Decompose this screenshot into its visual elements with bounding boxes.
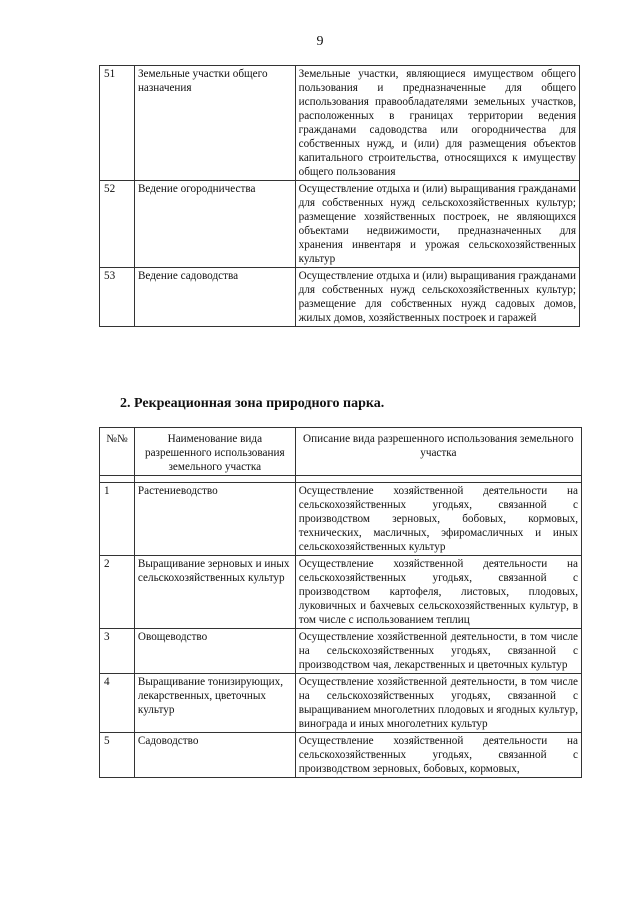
row-name: Выращивание тонизирующих, лекарственных, цветочных культур	[134, 674, 295, 733]
header-num: №№	[100, 428, 135, 476]
table-row	[100, 181, 580, 268]
row-description: Осуществление отдыха и (или) выращивания гражданами для собственных нужд сельскохозяйственных культур; размещение для собственных нужд садовых домов, жилых домов, хозяйственных построек и гаражей	[295, 268, 579, 327]
table-row	[100, 268, 580, 327]
row-description: Осуществление хозяйственной деятельности, в том числе на сельскохозяйственных угодьях, связанной с производством чая, лекарственных и цветочных культур	[295, 629, 581, 674]
table-row	[100, 483, 582, 556]
row-name: Садоводство	[134, 733, 295, 778]
row-number: 4	[100, 674, 135, 733]
row-name: Растениеводство	[134, 483, 295, 556]
land-use-table-1	[99, 65, 580, 327]
row-name: Выращивание зерновых и иных сельскохозяйственных культур	[134, 556, 295, 629]
row-description: Осуществление хозяйственной деятельности на сельскохозяйственных угодьях, связанной с производством зерновых, бобовых, кормовых,	[295, 733, 581, 778]
table-row	[100, 733, 582, 778]
row-number: 2	[100, 556, 135, 629]
table-row	[100, 66, 580, 181]
table-row	[100, 674, 582, 733]
table-header-row	[100, 428, 582, 476]
row-description: Осуществление отдыха и (или) выращивания гражданами для собственных нужд сельскохозяйственных культур; размещение хозяйственных построек, не являющихся объектами недвижимости, предназначенных для хранения инвентаря и урожая сельскохозяйственных культур	[295, 181, 579, 268]
table-spacer-row	[100, 476, 582, 483]
row-name: Ведение огородничества	[134, 181, 295, 268]
table-row	[100, 556, 582, 629]
row-description: Осуществление хозяйственной деятельности на сельскохозяйственных угодьях, связанной с производством картофеля, листовых, плодовых, луковичных и бахчевых сельскохозяйственных культур, в том числе с использованием теплиц	[295, 556, 581, 629]
row-number: 51	[100, 66, 135, 181]
header-desc: Описание вида разрешенного использования земельного участка	[295, 428, 581, 476]
row-description: Осуществление хозяйственной деятельности, в том числе на сельскохозяйственных угодьях, связанной с выращиванием многолетних плодовых и ягодных культур, винограда и иных многолетних культур	[295, 674, 581, 733]
row-description: Осуществление хозяйственной деятельности на сельскохозяйственных угодьях, связанной с производством зерновых, бобовых, кормовых, технических, масличных, эфиромасличных и иных сельскохозяйственных культур	[295, 483, 581, 556]
row-name: Овощеводство	[134, 629, 295, 674]
row-description: Земельные участки, являющиеся имуществом общего пользования и предназначенные для общего использования правообладателями земельных участков, расположенных в границах территории ведения гражданами садоводства или огородничества для собственных нужд, и (или) для размещения объектов капитального строительства, относящихся к имуществу общего пользования	[295, 66, 579, 181]
header-name: Наименование вида разрешенного использования земельного участка	[134, 428, 295, 476]
row-number: 3	[100, 629, 135, 674]
table-row	[100, 629, 582, 674]
row-number: 52	[100, 181, 135, 268]
row-number: 5	[100, 733, 135, 778]
row-name: Ведение садоводства	[134, 268, 295, 327]
page-number: 9	[316, 34, 324, 49]
land-use-table-2	[99, 427, 582, 778]
row-number: 53	[100, 268, 135, 327]
section-heading: 2. Рекреационная зона природного парка.	[120, 396, 385, 411]
row-name: Земельные участки общего назначения	[134, 66, 295, 181]
row-number: 1	[100, 483, 135, 556]
